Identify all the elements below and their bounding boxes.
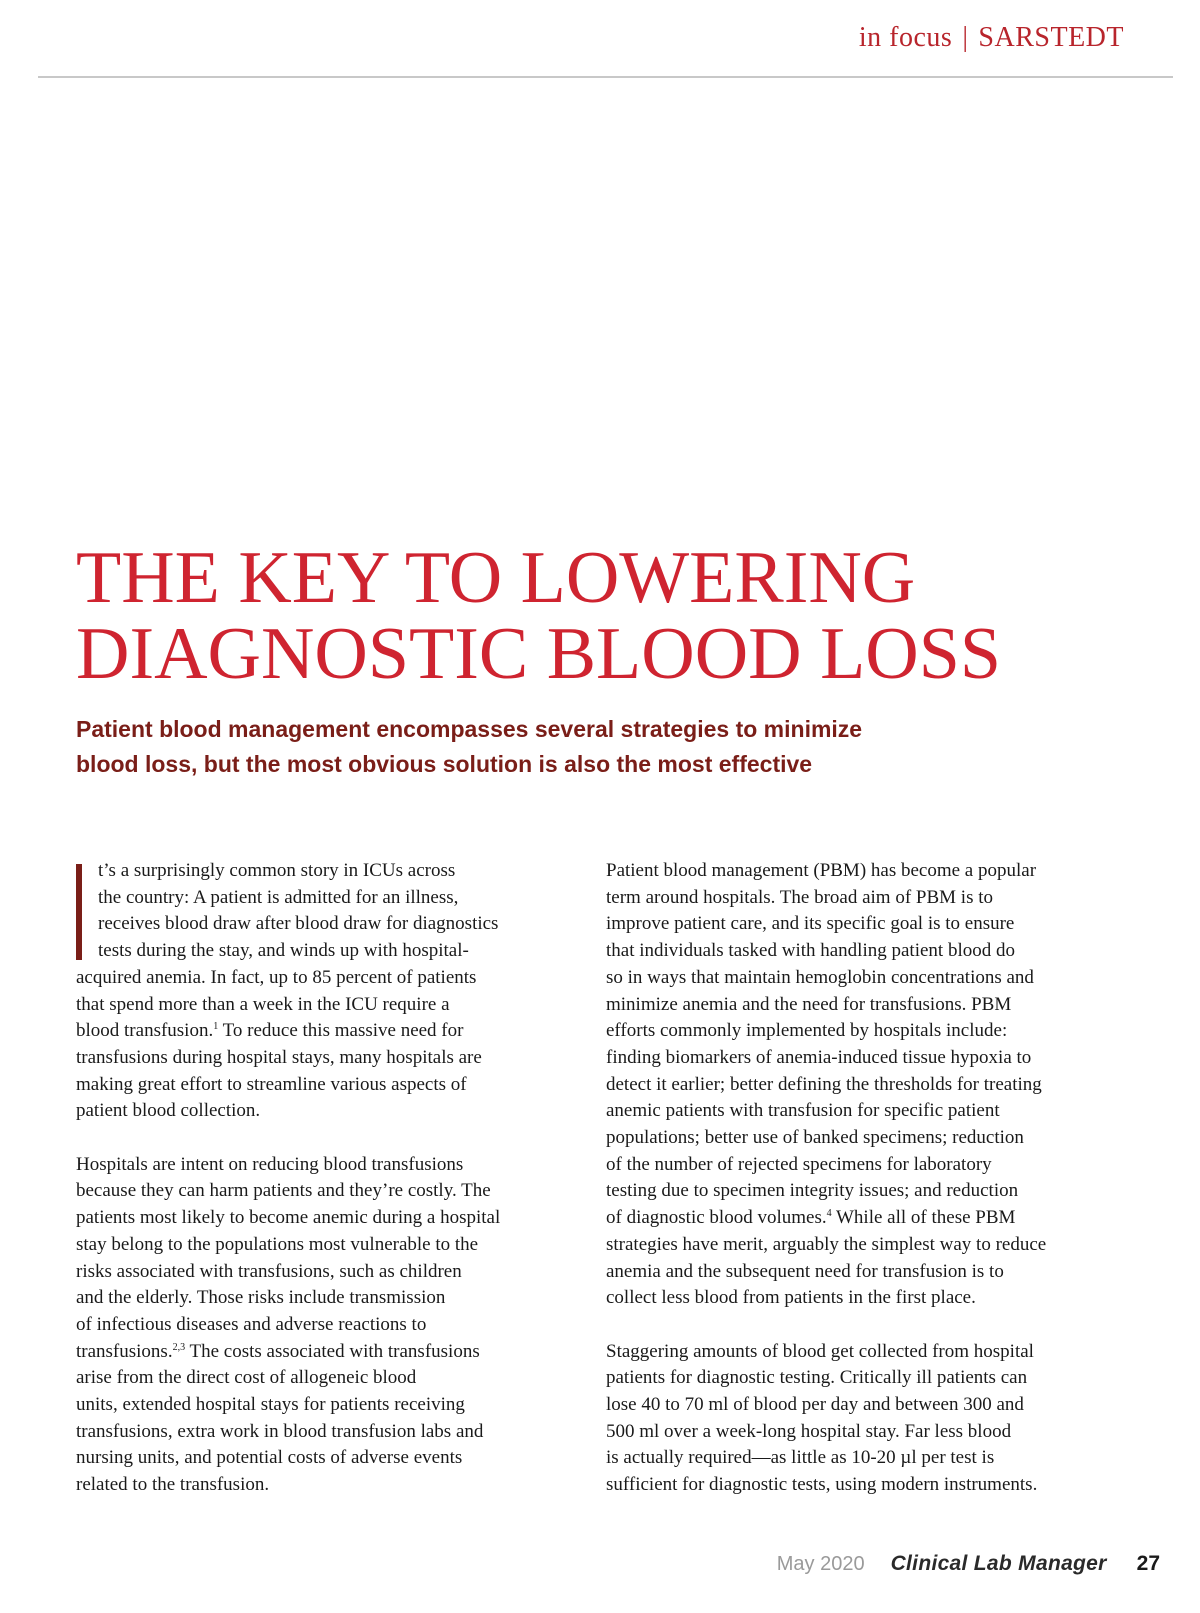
body-line: the country: A patient is admitted for an illness,	[98, 886, 459, 908]
paragraph-gap	[606, 1312, 1106, 1339]
body-line: related to the transfusion.	[76, 1474, 270, 1496]
paragraph	[76, 858, 571, 1125]
reference-superscript: 4	[826, 1208, 832, 1220]
subtitle-line: Patient blood management encompasses several strategies to minimize	[76, 716, 863, 742]
body-line	[606, 1205, 1106, 1232]
body-line: Hospitals are intent on reducing blood transfusions	[76, 1153, 464, 1175]
body-column-right	[606, 858, 1106, 1499]
body-line: transfusions, extra work in blood transfusion labs and	[76, 1420, 484, 1442]
reference-superscript: 2,3	[172, 1341, 186, 1353]
body-column-left	[76, 858, 571, 1499]
body-line: finding biomarkers of anemia-induced tissue hypoxia to	[606, 1046, 1032, 1068]
body-line: populations; better use of banked specimens; reduction	[606, 1127, 1024, 1149]
paragraph	[76, 1152, 571, 1499]
subtitle-line: blood loss, but the most obvious solution is also the most effective	[76, 751, 813, 777]
title-line: THE KEY TO LOWERING	[76, 537, 916, 619]
body-line: detect it earlier; better defining the thresholds for treating	[606, 1073, 1042, 1095]
body-line: so in ways that maintain hemoglobin concentrations and	[606, 966, 1034, 988]
body-line: nursing units, and potential costs of adverse events	[76, 1447, 463, 1469]
body-line: acquired anemia. In fact, up to 85 percent of patients	[76, 966, 477, 988]
body-line: because they can harm patients and they’re costly. The	[76, 1180, 491, 1202]
body-text: The costs associated with transfusions	[185, 1340, 480, 1362]
body-text: While all of these PBM	[831, 1207, 1016, 1229]
body-line: that spend more than a week in the ICU require a	[76, 993, 450, 1015]
body-text: of diagnostic blood volumes.	[606, 1207, 827, 1229]
title-line: DIAGNOSTIC BLOOD LOSS	[76, 613, 1002, 695]
body-line	[76, 1339, 571, 1366]
body-text: transfusions.	[76, 1340, 173, 1362]
page-number: 27	[1136, 1552, 1160, 1575]
body-line: testing due to specimen integrity issues; and reduction	[606, 1180, 1019, 1202]
body-line: making great effort to streamline various aspects of	[76, 1073, 467, 1095]
body-text: blood transfusion.	[76, 1020, 214, 1042]
section-label: in focus	[858, 22, 953, 53]
body-line: stay belong to the populations most vulnerable to the	[76, 1233, 479, 1255]
body-line: patients most likely to become anemic during a hospital	[76, 1207, 501, 1229]
article-subtitle	[76, 712, 1086, 782]
issue-date: May 2020	[776, 1553, 865, 1575]
body-line: minimize anemia and the need for transfusions. PBM	[606, 993, 1012, 1015]
body-line: 500 ml over a week-long hospital stay. Far less blood	[606, 1420, 1012, 1442]
article-title	[76, 537, 1176, 695]
magazine-name: Clinical Lab Manager	[890, 1552, 1107, 1575]
body-line: patients for diagnostic testing. Critically ill patients can	[606, 1367, 1028, 1389]
body-text: To reduce this massive need for	[218, 1020, 464, 1042]
body-line: t’s a surprisingly common story in ICUs across	[98, 860, 456, 881]
body-line: tests during the stay, and winds up with hospital-	[98, 940, 469, 962]
reference-superscript: 1	[213, 1021, 219, 1033]
header-rule	[38, 76, 1173, 78]
body-line: transfusions during hospital stays, many hospitals are	[76, 1046, 482, 1068]
body-line: anemic patients with transfusion for specific patient	[606, 1100, 1000, 1122]
body-line: and the elderly. Those risks include transmission	[76, 1287, 446, 1309]
body-line: is actually required—as little as 10-20 µl per test is	[606, 1447, 995, 1469]
body-line: risks associated with transfusions, such as children	[76, 1260, 462, 1282]
body-line: units, extended hospital stays for patients receiving	[76, 1394, 465, 1416]
body-line: sufficient for diagnostic tests, using modern instruments.	[606, 1474, 1038, 1496]
body-line: Staggering amounts of blood get collected from hospital	[606, 1340, 1034, 1362]
body-line: of infectious diseases and adverse reactions to	[76, 1313, 427, 1335]
body-line: patient blood collection.	[76, 1100, 261, 1122]
sponsor-label: SARSTEDT	[978, 22, 1124, 53]
body-line: term around hospitals. The broad aim of PBM is to	[606, 886, 993, 908]
body-line	[76, 1018, 571, 1045]
body-line: improve patient care, and its specific goal is to ensure	[606, 913, 1015, 935]
body-line: strategies have merit, arguably the simplest way to reduce	[606, 1233, 1047, 1255]
body-line: arise from the direct cost of allogeneic blood	[76, 1367, 417, 1389]
header-section-tag	[859, 22, 1124, 54]
header-separator: |	[962, 22, 969, 53]
body-line: that individuals tasked with handling patient blood do	[606, 940, 1015, 962]
body-line: Patient blood management (PBM) has become a popular	[606, 860, 1037, 881]
body-line: efforts commonly implemented by hospitals include:	[606, 1020, 1008, 1042]
body-line: lose 40 to 70 ml of blood per day and between 300 and	[606, 1394, 1024, 1416]
body-line: collect less blood from patients in the first place.	[606, 1287, 976, 1309]
paragraph-gap	[76, 1125, 571, 1152]
page-footer	[777, 1552, 1160, 1576]
body-line: receives blood draw after blood draw for diagnostics	[98, 913, 499, 935]
paragraph	[606, 858, 1106, 1312]
paragraph	[606, 1339, 1106, 1499]
body-line: of the number of rejected specimens for laboratory	[606, 1153, 992, 1175]
body-line: anemia and the subsequent need for transfusion is to	[606, 1260, 1004, 1282]
